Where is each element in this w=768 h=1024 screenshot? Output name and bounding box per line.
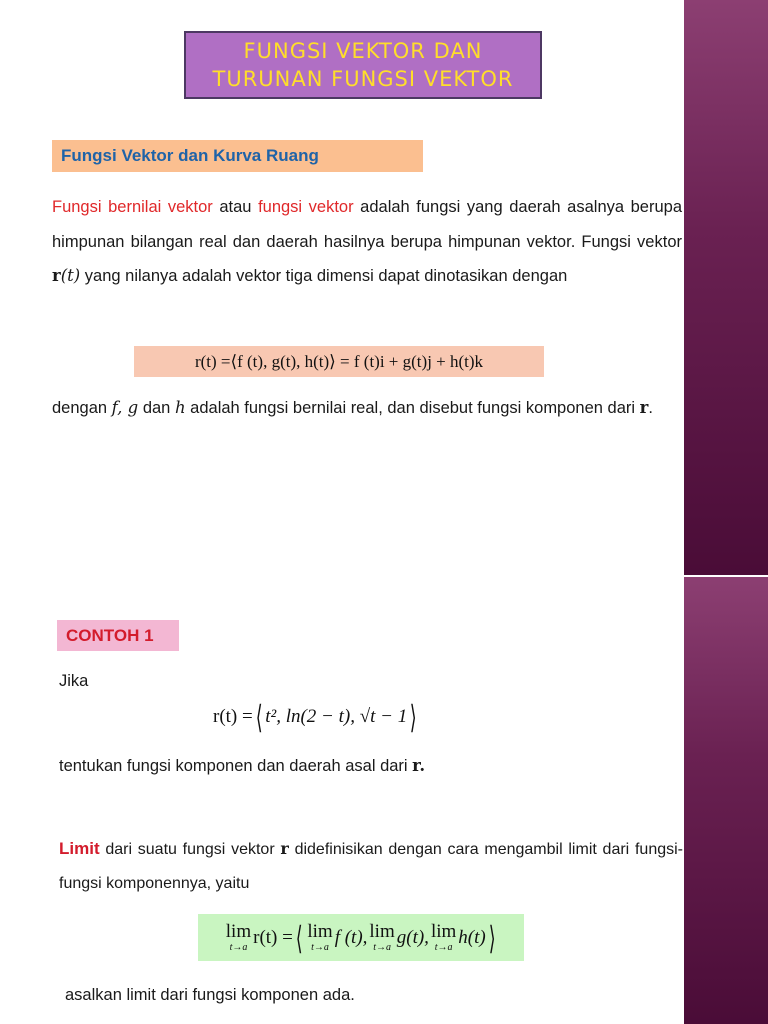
slide-title bbox=[184, 31, 542, 99]
formula-lhs: r(t) = bbox=[213, 706, 253, 727]
lim-operator bbox=[431, 922, 456, 953]
symbol-fg: f, g bbox=[111, 398, 139, 417]
symbol-t: (t) bbox=[60, 266, 81, 285]
limit-paragraph bbox=[59, 832, 683, 901]
text: didefinisikan dengan cara mengambil limit dari fungsi-fungsi komponennya, yaitu bbox=[59, 841, 683, 892]
symbol-h: h bbox=[174, 398, 186, 417]
lim-operator bbox=[307, 922, 332, 953]
lim-sub: t→a bbox=[311, 942, 329, 953]
lim-word: lim bbox=[307, 921, 333, 942]
symbol-r: r. bbox=[412, 756, 426, 775]
lim-word: lim bbox=[369, 921, 395, 942]
lim-word: lim bbox=[225, 921, 252, 942]
example-formula bbox=[213, 700, 423, 734]
angle-open: ⟨ bbox=[295, 919, 303, 956]
lim-sub: t→a bbox=[229, 942, 248, 953]
component-f: f (t), bbox=[334, 926, 368, 948]
limit-formula bbox=[198, 914, 524, 961]
section-heading: Fungsi Vektor dan Kurva Ruang bbox=[52, 140, 423, 172]
text: tentukan fungsi komponen dan daerah asal dari bbox=[59, 757, 413, 775]
angle-close: ⟩ bbox=[410, 699, 417, 735]
decorative-side-bar bbox=[684, 577, 768, 1024]
formula-lhs: r(t) = bbox=[253, 926, 293, 948]
symbol-r: r bbox=[52, 266, 61, 285]
lim-sub: t→a bbox=[373, 942, 391, 953]
text: . bbox=[648, 399, 653, 417]
decorative-side-bar bbox=[684, 0, 768, 575]
title-line-1: FUNGSI VEKTOR DAN bbox=[243, 39, 483, 63]
closing-text: asalkan limit dari fungsi komponen ada. bbox=[65, 986, 355, 1004]
example-label: CONTOH 1 bbox=[57, 620, 179, 651]
lim-operator bbox=[369, 922, 394, 953]
component-h: h(t) bbox=[458, 926, 486, 948]
angle-open: ⟨ bbox=[255, 699, 263, 735]
text: dengan bbox=[52, 399, 112, 417]
term-fungsi-bernilai-vektor: Fungsi bernilai vektor bbox=[52, 198, 213, 216]
text: atau bbox=[212, 198, 259, 216]
formula-body: t², ln(2 − t), √t − 1 bbox=[265, 706, 408, 727]
text: dan bbox=[138, 399, 175, 417]
vector-function-formula: r(t) =⟨f (t), g(t), h(t)⟩ = f (t)i + g(t)j + h(t)k bbox=[134, 346, 544, 377]
angle-close: ⟩ bbox=[488, 919, 496, 956]
jika-text: Jika bbox=[59, 672, 89, 690]
text: yang nilanya adalah vektor tiga dimensi dapat dinotasikan dengan bbox=[80, 267, 568, 285]
components-paragraph bbox=[52, 391, 682, 426]
title-line-2: TURUNAN FUNGSI VEKTOR bbox=[212, 67, 514, 91]
lim-sub: t→a bbox=[434, 942, 453, 953]
text: adalah fungsi bernilai real, dan disebut fungsi komponen dari bbox=[185, 399, 640, 417]
symbol-r: r bbox=[280, 839, 289, 858]
component-g: g(t), bbox=[396, 926, 429, 948]
symbol-r: r bbox=[639, 398, 649, 417]
term-limit: Limit bbox=[59, 839, 100, 858]
intro-paragraph bbox=[52, 190, 682, 294]
lim-word: lim bbox=[430, 921, 457, 942]
lim-operator bbox=[226, 922, 251, 953]
text: dari suatu fungsi vektor bbox=[99, 841, 281, 858]
text: adalah fungsi yang daerah asalnya berupa himpunan bilangan real dan daerah hasilnya berupa himpunan vektor. Fungsi vektor bbox=[52, 198, 682, 251]
term-fungsi-vektor: fungsi vektor bbox=[258, 198, 354, 216]
task-text bbox=[59, 756, 425, 776]
